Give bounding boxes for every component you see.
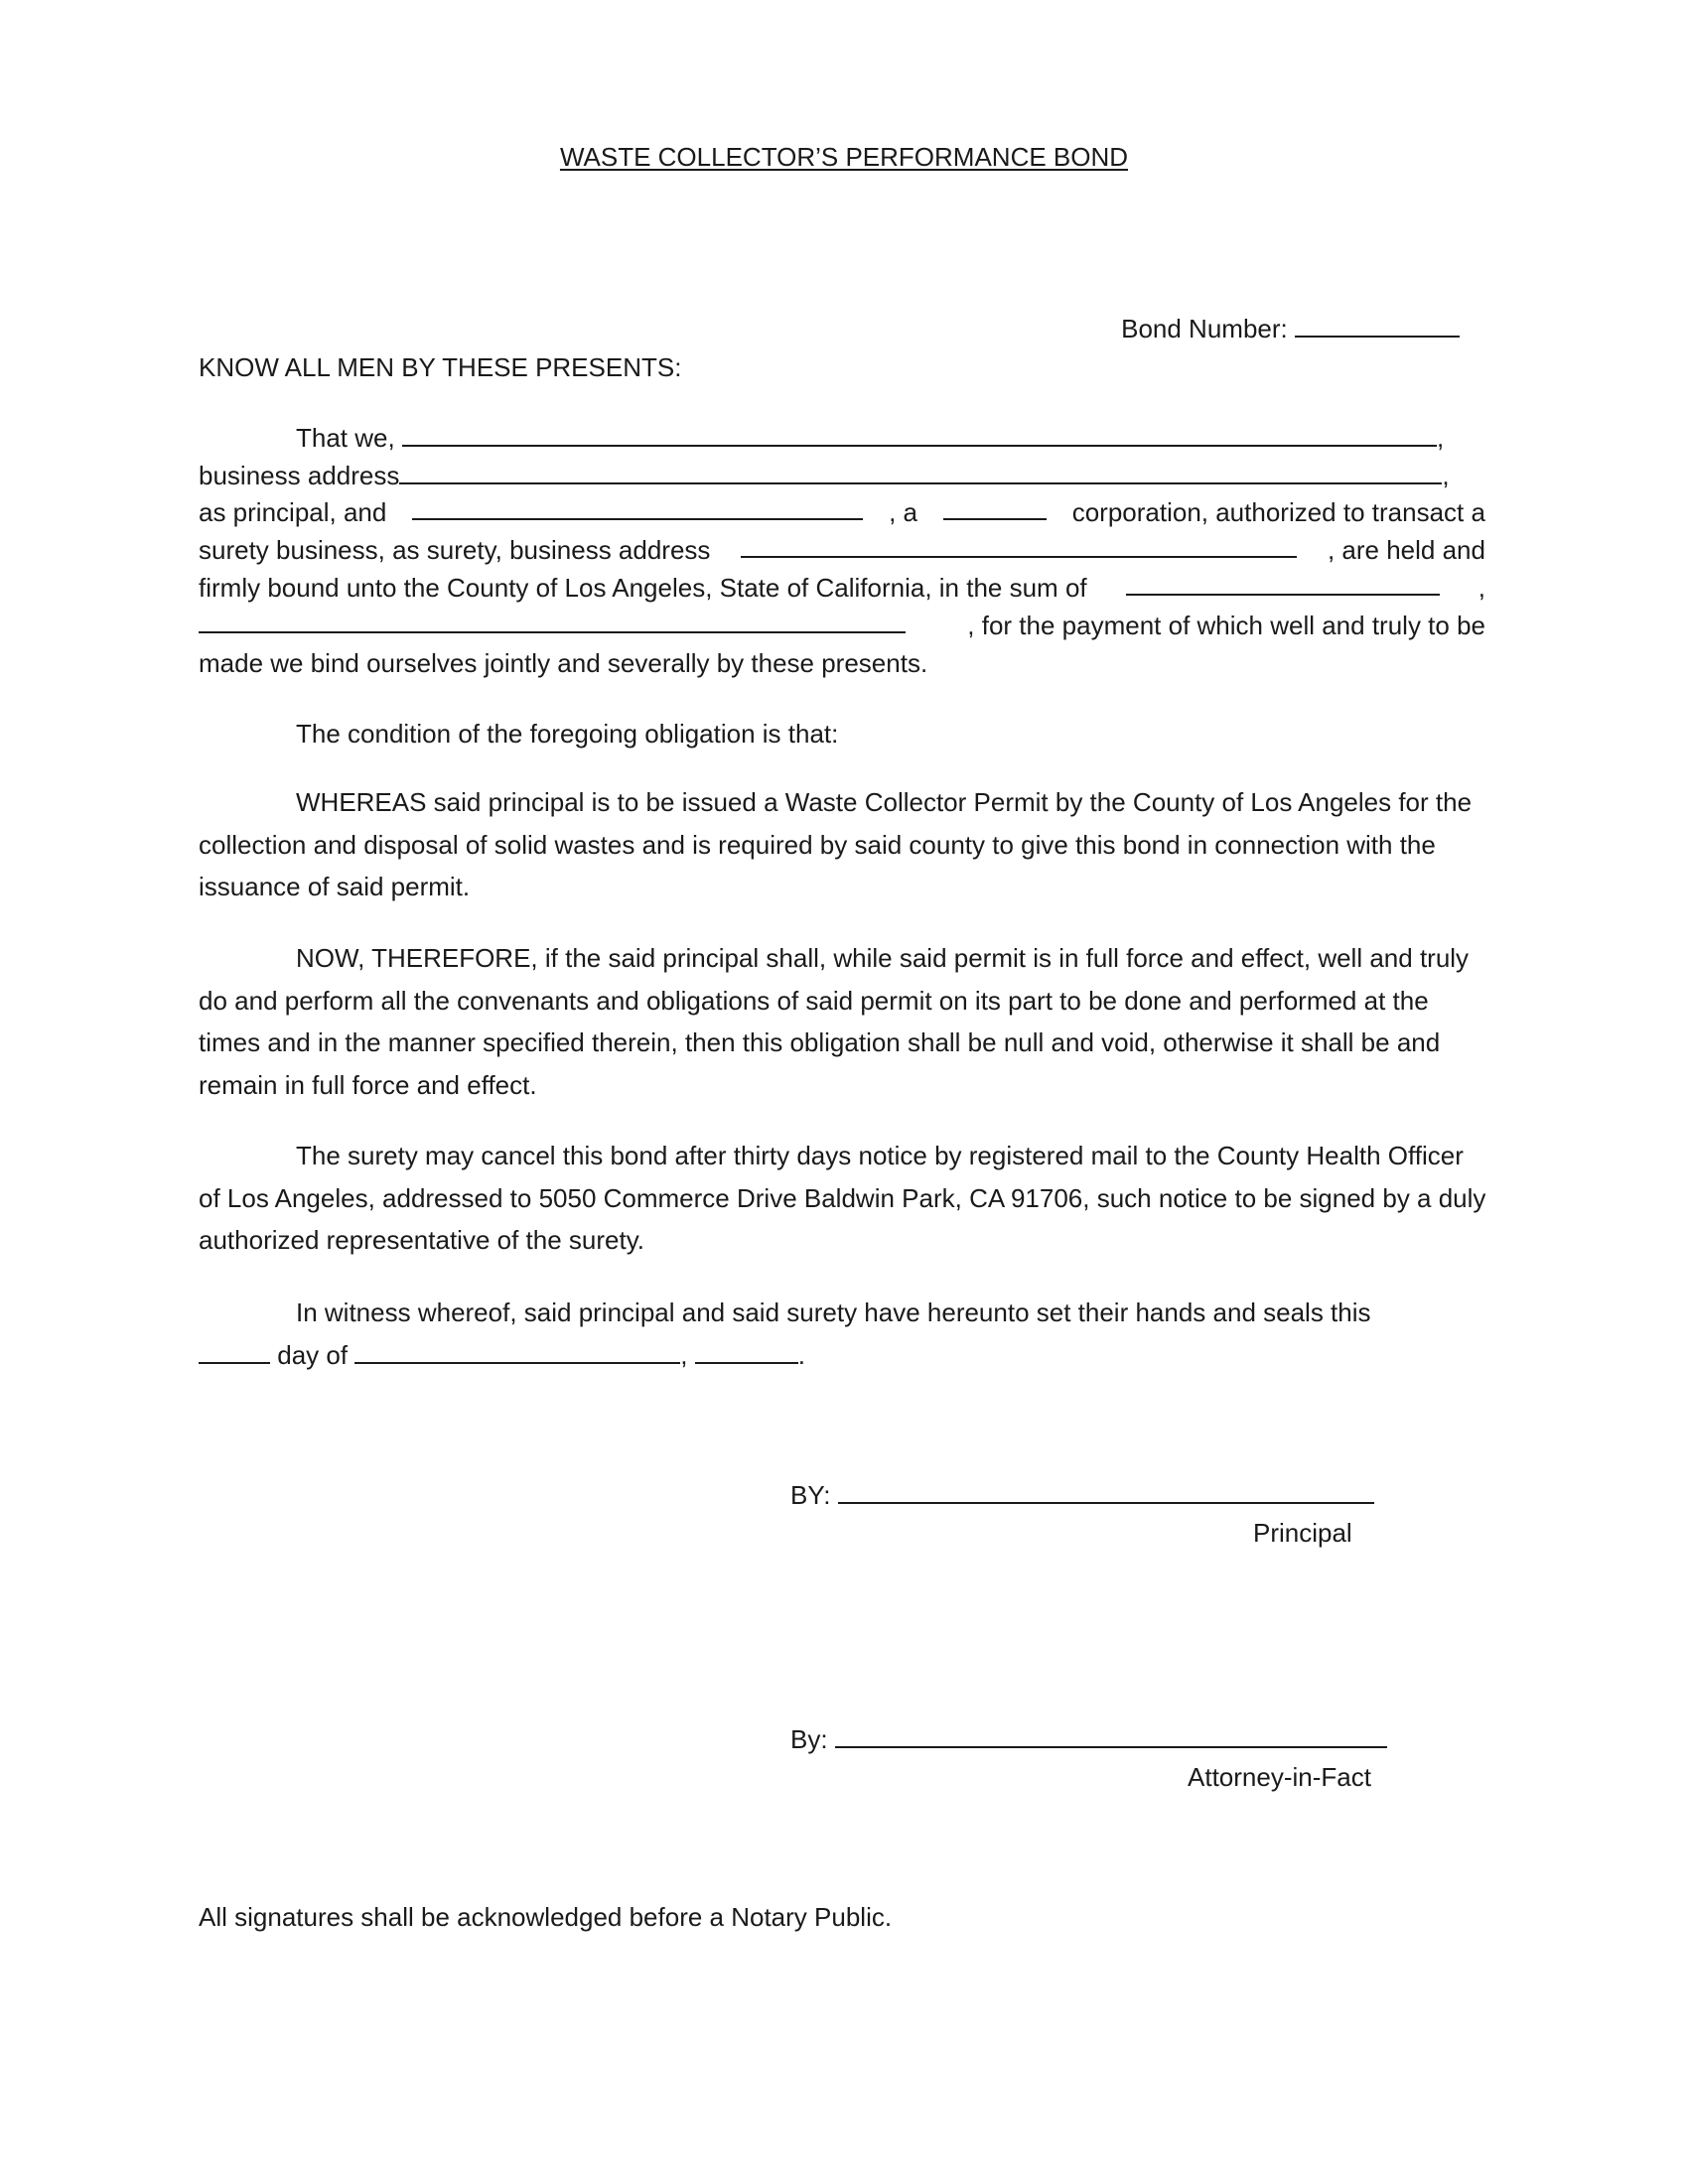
notary-statement: All signatures shall be acknowledged before a Notary Public.	[199, 1902, 893, 1932]
surety-business-label: surety business, as surety, business address	[199, 535, 711, 565]
now-therefore-text: NOW, THEREFORE, if the said principal shall, while said permit is in full force and effect, well and truly do and perform all the convenants and obligations of said permit on its part to be done and performed at the times and in the manner specified therein, then this obligation shall be null and void, otherwise it shall be and remain in full force and effect.	[199, 943, 1470, 1100]
principal-address-field[interactable]	[399, 461, 1442, 484]
whereas-text: WHEREAS said principal is to be issued a Waste Collector Permit by the County of Los Angeles for the collection and disposal of solid wastes and is required by said county to give this bond in connection with the issuance of said permit.	[199, 787, 1473, 901]
sum-words-field[interactable]	[199, 610, 906, 633]
preamble-line-5	[199, 572, 1485, 604]
corporation-authorized-label: corporation, authorized to transact a	[1071, 497, 1485, 527]
whereas-paragraph	[199, 781, 1489, 908]
condition-statement: The condition of the foregoing obligation is that:	[296, 719, 839, 749]
preamble-line-3	[199, 496, 1485, 528]
as-principal-label: as principal, and	[199, 497, 387, 527]
principal-signature-line	[790, 1479, 1374, 1511]
year-field[interactable]	[695, 1340, 798, 1364]
that-we-label: That we,	[296, 423, 395, 453]
bond-number-field[interactable]	[1295, 314, 1460, 338]
attorney-signature-line	[790, 1723, 1387, 1755]
surety-name-field[interactable]	[412, 496, 863, 520]
preamble-line-1	[296, 422, 1444, 454]
business-address-label: business address	[199, 461, 400, 490]
sum-field[interactable]	[1126, 572, 1440, 596]
surety-address-field[interactable]	[741, 534, 1297, 558]
preamble-line-6	[199, 610, 1485, 641]
witness-date-line: day of , .	[199, 1339, 805, 1371]
principal-signature-field[interactable]	[838, 1480, 1374, 1504]
state-of-incorporation-field[interactable]	[943, 496, 1047, 520]
document-title: WASTE COLLECTOR’S PERFORMANCE BOND	[559, 142, 1129, 172]
preamble-line-4	[199, 534, 1485, 566]
held-and-label: , are held and	[1327, 535, 1485, 565]
preamble-line-7: made we bind ourselves jointly and severally by these presents.	[199, 648, 928, 678]
bond-number-row	[1092, 281, 1460, 376]
preamble-line-2	[199, 460, 1450, 491]
month-field[interactable]	[354, 1340, 680, 1364]
witness-statement: In witness whereof, said principal and said surety have hereunto set their hands and seals this	[296, 1297, 1371, 1327]
principal-name-field[interactable]	[402, 423, 1437, 447]
a-label: , a	[889, 497, 917, 527]
bond-number-label: Bond Number:	[1121, 314, 1288, 343]
principal-by-label: BY:	[790, 1480, 831, 1510]
comma: ,	[1442, 461, 1450, 490]
day-of-label: day of	[277, 1340, 349, 1370]
now-therefore-paragraph	[199, 937, 1489, 1106]
opening-statement: KNOW ALL MEN BY THESE PRESENTS:	[199, 352, 682, 382]
day-field[interactable]	[199, 1340, 270, 1364]
for-the-payment-label: , for the payment of which well and truly to be	[967, 611, 1485, 640]
attorney-caption: Attorney-in-Fact	[1188, 1762, 1371, 1792]
firmly-bound-label: firmly bound unto the County of Los Angeles, State of California, in the sum of	[199, 573, 1087, 603]
attorney-signature-field[interactable]	[835, 1724, 1387, 1748]
comma: ,	[680, 1340, 688, 1370]
attorney-by-label: By:	[790, 1724, 828, 1754]
cancel-paragraph	[199, 1135, 1489, 1262]
principal-caption: Principal	[1253, 1518, 1352, 1548]
comma: ,	[1477, 573, 1485, 603]
cancel-text: The surety may cancel this bond after thirty days notice by registered mail to the County Health Officer of Los Angeles, addressed to 5050 Commerce Drive Baldwin Park, CA 91706, such notice to be signed by a duly authorized representative of the surety.	[199, 1141, 1486, 1255]
comma: ,	[1436, 423, 1445, 453]
